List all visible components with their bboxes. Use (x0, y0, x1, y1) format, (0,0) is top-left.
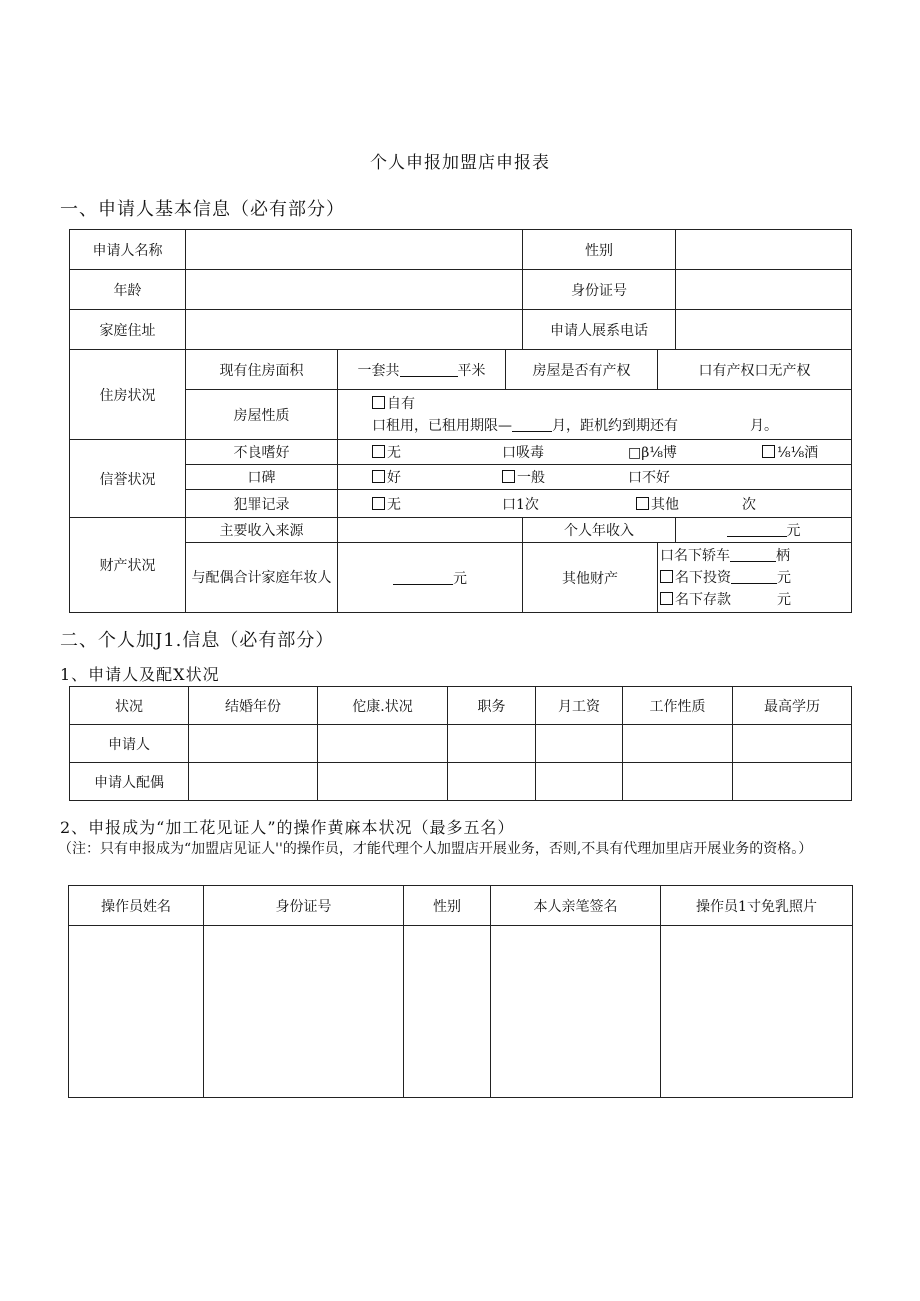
habits-none-label: 无 (387, 445, 401, 461)
rep-good-label: 好 (387, 470, 401, 486)
habits-none-checkbox[interactable] (372, 445, 385, 458)
header-photo: 操作员1寸免乳照片 (661, 886, 853, 926)
rep-good-checkbox[interactable] (372, 470, 385, 483)
invest-unit: 元 (777, 569, 792, 586)
form-title: 个人申报加盟店申报表 (370, 153, 550, 173)
header-job-nature: 工作性质 (623, 687, 733, 725)
rent-period-blank[interactable] (512, 417, 552, 432)
rep-avg-label: 一般 (517, 470, 545, 486)
row-applicant-label: 申请人 (70, 725, 189, 763)
crime-label: 犯罪记录 (186, 490, 338, 518)
habits-drug-option[interactable]: 口吸毒 (502, 445, 544, 461)
family-income-field[interactable] (338, 543, 523, 613)
rent-text-a: 口租用，已租用期限— (372, 417, 512, 434)
rent-remaining-blank[interactable] (678, 418, 750, 432)
cell-input[interactable] (733, 763, 852, 801)
cell-input[interactable] (189, 763, 318, 801)
invest-label: 名下投资 (675, 569, 732, 586)
family-income-unit: 元 (453, 570, 468, 587)
savings-checkbox[interactable] (660, 592, 673, 605)
area-blank[interactable] (400, 362, 458, 377)
signature-cell[interactable] (491, 926, 661, 1098)
age-label: 年龄 (70, 270, 186, 310)
operator-table (68, 885, 853, 1098)
rep-bad-option[interactable]: 口不好 (628, 470, 670, 486)
operator-name-cell[interactable] (69, 926, 204, 1098)
own-checkbox[interactable] (372, 396, 385, 409)
housing-label: 住房状况 (70, 350, 186, 440)
header-salary: 月工资 (536, 687, 623, 725)
operator-gender-cell[interactable] (404, 926, 491, 1098)
header-position: 职务 (448, 687, 536, 725)
cell-input[interactable] (318, 763, 448, 801)
house-nature-field (338, 390, 852, 440)
table-row (69, 926, 853, 1098)
car-blank[interactable] (730, 547, 776, 562)
section1-heading: 一、申请人基本信息（必有部分） (60, 199, 345, 220)
header-status: 状况 (70, 687, 189, 725)
crime-none-label: 无 (387, 496, 401, 513)
photo-cell[interactable] (661, 926, 853, 1098)
cell-input[interactable] (623, 763, 733, 801)
name-field[interactable] (186, 230, 523, 270)
crime-once-option[interactable]: 口1次 (502, 496, 539, 513)
cell-input[interactable] (318, 725, 448, 763)
family-income-label: 与配偶合计家庭年妆人 (186, 543, 338, 613)
cell-input[interactable] (733, 725, 852, 763)
cell-input[interactable] (536, 725, 623, 763)
savings-label: 名下存款 (675, 591, 732, 608)
gender-label: 性别 (523, 230, 676, 270)
area-label: 现有住房面积 (186, 350, 338, 390)
table-row (70, 763, 852, 801)
car-label: 口名下轿车 (660, 547, 731, 564)
savings-blank[interactable] (731, 592, 777, 606)
operator-id-cell[interactable] (204, 926, 404, 1098)
property-question: 房屋是否有产权 (506, 350, 658, 390)
invest-blank[interactable] (731, 569, 777, 584)
header-operator-id: 身份证号 (204, 886, 404, 926)
area-field[interactable] (338, 350, 506, 390)
habits-gamble-option[interactable]: □β⅛博 (628, 445, 677, 461)
annual-income-blank[interactable] (727, 522, 787, 537)
habits-options (338, 440, 852, 465)
cell-input[interactable] (189, 725, 318, 763)
cell-input[interactable] (623, 725, 733, 763)
header-education: 最高学历 (733, 687, 852, 725)
spouse-subheading: 1、申请人及配X状况 (60, 665, 220, 684)
income-source-field[interactable] (338, 518, 523, 543)
crime-other-label: 其他 (651, 496, 679, 513)
invest-checkbox[interactable] (660, 570, 673, 583)
credit-label: 信誉状况 (70, 440, 186, 518)
basic-info-table (69, 229, 852, 613)
annual-income-unit: 元 (786, 523, 801, 539)
row-spouse-label: 申请人配偶 (70, 763, 189, 801)
id-label: 身份证号 (523, 270, 676, 310)
cell-input[interactable] (448, 725, 536, 763)
header-marriage-year: 结婚年份 (189, 687, 318, 725)
habits-drink-label: ⅛⅛酒 (777, 445, 819, 461)
property-options[interactable]: 口有产权口无产权 (658, 350, 852, 390)
header-operator-gender: 性别 (404, 886, 491, 926)
operator-note: （注：只有申报成为“加盟店见证人''的操作员，才能代理个人加盟店开展业务，否则,不具有代理加里店开展业务的资格。） (58, 841, 813, 857)
name-label: 申请人名称 (70, 230, 186, 270)
crime-other-checkbox[interactable] (636, 497, 649, 510)
header-health: 佗康.状况 (318, 687, 448, 725)
area-prefix: 一套共 (357, 362, 400, 379)
car-unit: 柄 (776, 547, 791, 564)
header-signature: 本人亲笔签名 (491, 886, 661, 926)
assets-label: 财产状况 (70, 518, 186, 613)
annual-income-field[interactable] (676, 518, 852, 543)
savings-unit: 元 (777, 591, 792, 608)
crime-none-checkbox[interactable] (372, 497, 385, 510)
phone-field[interactable] (676, 310, 852, 350)
operator-subheading: 2、申报成为“加工花见证人”的操作黄麻本状况（最多五名） (60, 818, 515, 837)
area-unit: 平米 (457, 362, 486, 379)
crime-times: 次 (742, 496, 756, 513)
age-field[interactable] (186, 270, 523, 310)
habits-label: 不良嗜好 (186, 440, 338, 465)
other-assets-label: 其他财产 (523, 543, 658, 613)
address-field[interactable] (186, 310, 523, 350)
rent-text-c: 月。 (750, 417, 778, 434)
header-operator-name: 操作员姓名 (69, 886, 204, 926)
rep-avg-checkbox[interactable] (502, 470, 515, 483)
id-field[interactable] (676, 270, 852, 310)
address-label: 家庭住址 (70, 310, 186, 350)
cell-input[interactable] (448, 763, 536, 801)
gender-field[interactable] (676, 230, 852, 270)
crime-options (338, 490, 852, 518)
other-assets-field (658, 543, 852, 613)
cell-input[interactable] (536, 763, 623, 801)
reputation-options (338, 465, 852, 490)
income-source-label: 主要收入来源 (186, 518, 338, 543)
annual-income-label: 个人年收入 (523, 518, 676, 543)
rent-text-b: 月，距机约到期还有 (552, 417, 678, 434)
reputation-label: 口碑 (186, 465, 338, 490)
spouse-table (69, 686, 852, 801)
habits-drink-checkbox[interactable] (762, 445, 775, 458)
own-label: 自有 (387, 395, 415, 412)
house-nature-label: 房屋性质 (186, 390, 338, 440)
table-row (70, 725, 852, 763)
section2-heading: 二、个人加J1.信息（必有部分） (60, 630, 335, 651)
family-income-blank[interactable] (393, 570, 453, 585)
phone-label: 申请人展系电话 (523, 310, 676, 350)
